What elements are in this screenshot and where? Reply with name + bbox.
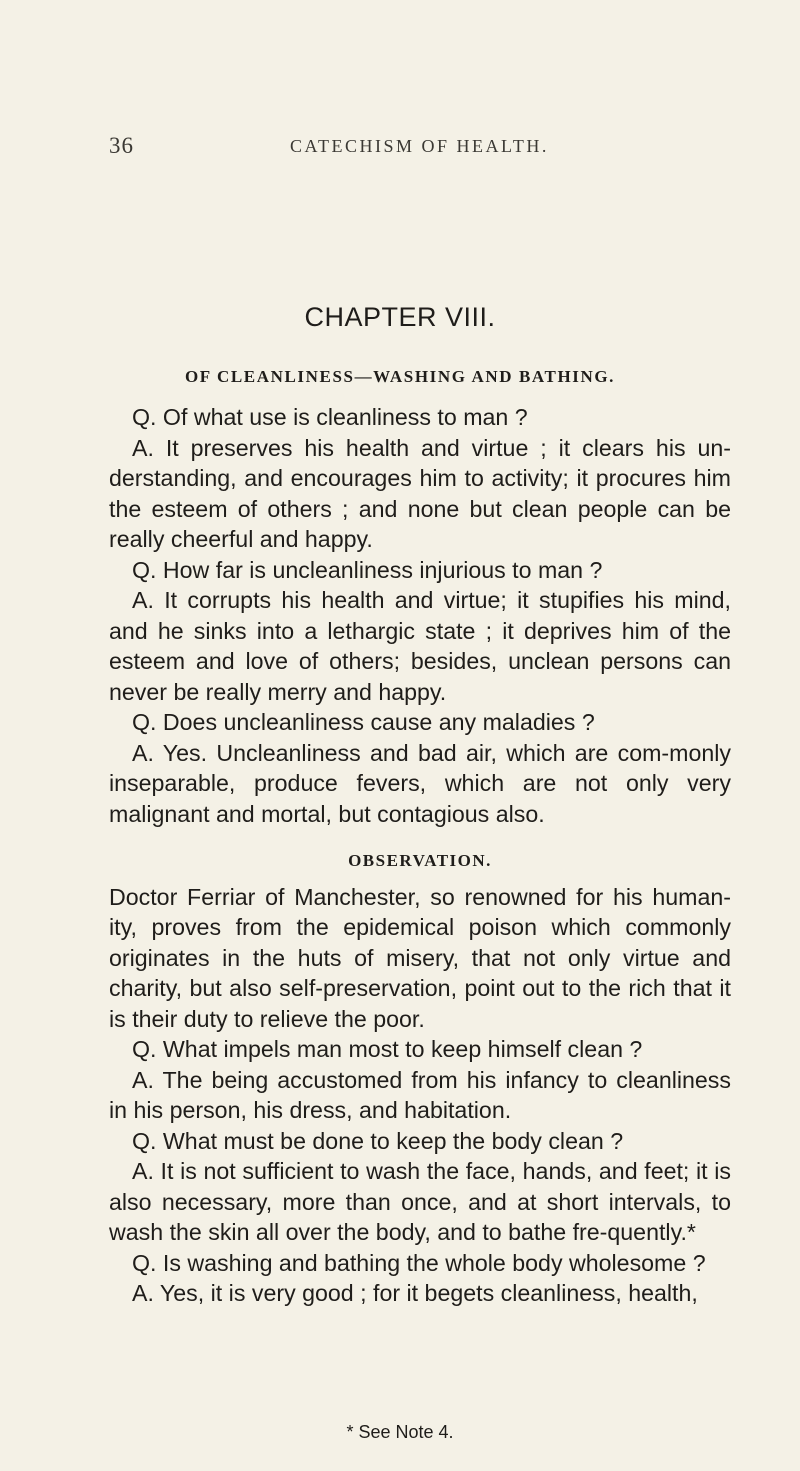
question-paragraph: Q. Does uncleanliness cause any maladies ? [132,709,595,735]
question-paragraph: Q. Is washing and bathing the whole body wholesome ? [132,1249,706,1276]
running-title: CATECHISM OF HEALTH. [290,136,549,156]
page-number: 36 [109,133,134,158]
observation-paragraph: Doctor Ferriar of Manchester, so renowned for his human-ity, proves from the epidemical poison which commonly originates in the huts of misery, that not only virtue and charity, but also self-preservation, point out to the rich that it is their duty to relieve the poor. [109,883,731,1032]
body-text [109,402,731,1309]
question-paragraph: Q. How far is uncleanliness injurious to man ? [132,556,603,583]
answer-paragraph: A. Yes. Uncleanliness and bad air, which are com-monly inseparable, produce fevers, which are not only very malignant and mortal, but contagious also. [109,739,731,827]
answer-paragraph: A. Yes, it is very good ; for it begets cleanliness, health, [132,1280,698,1306]
footnote: * See Note 4. [346,1422,454,1442]
question-paragraph: Q. Of what use is cleanliness to man ? [132,404,528,430]
question-paragraph: Q. What must be done to keep the body clean ? [132,1127,624,1154]
chapter-subtitle: OF CLEANLINESS—WASHING AND BATHING. [184,367,616,386]
answer-paragraph: A. The being accustomed from his infancy to cleanliness in his person, his dress, and habitation. [109,1066,731,1123]
answer-paragraph: A. It corrupts his health and virtue; it stupifies his mind, and he sinks into a lethargic state ; it deprives him of the esteem and love of others; besides, unclean persons can never be really merry and happy. [109,587,731,705]
answer-paragraph: A. It preserves his health and virtue ; it clears his un-derstanding, and encourages him to activity; it procures him the esteem of others ; and none but clean people can be really cheerful and happy. [109,434,731,552]
chapter-title: CHAPTER VIII. [304,302,496,332]
question-paragraph: Q. What impels man most to keep himself clean ? [132,1036,643,1062]
answer-paragraph: A. It is not sufficient to wash the face, hands, and feet; it is also necessary, more than once, and at short intervals, to wash the skin all over the body, and to bathe fre-quently.* [109,1158,731,1245]
observation-heading: OBSERVATION. [348,851,492,870]
